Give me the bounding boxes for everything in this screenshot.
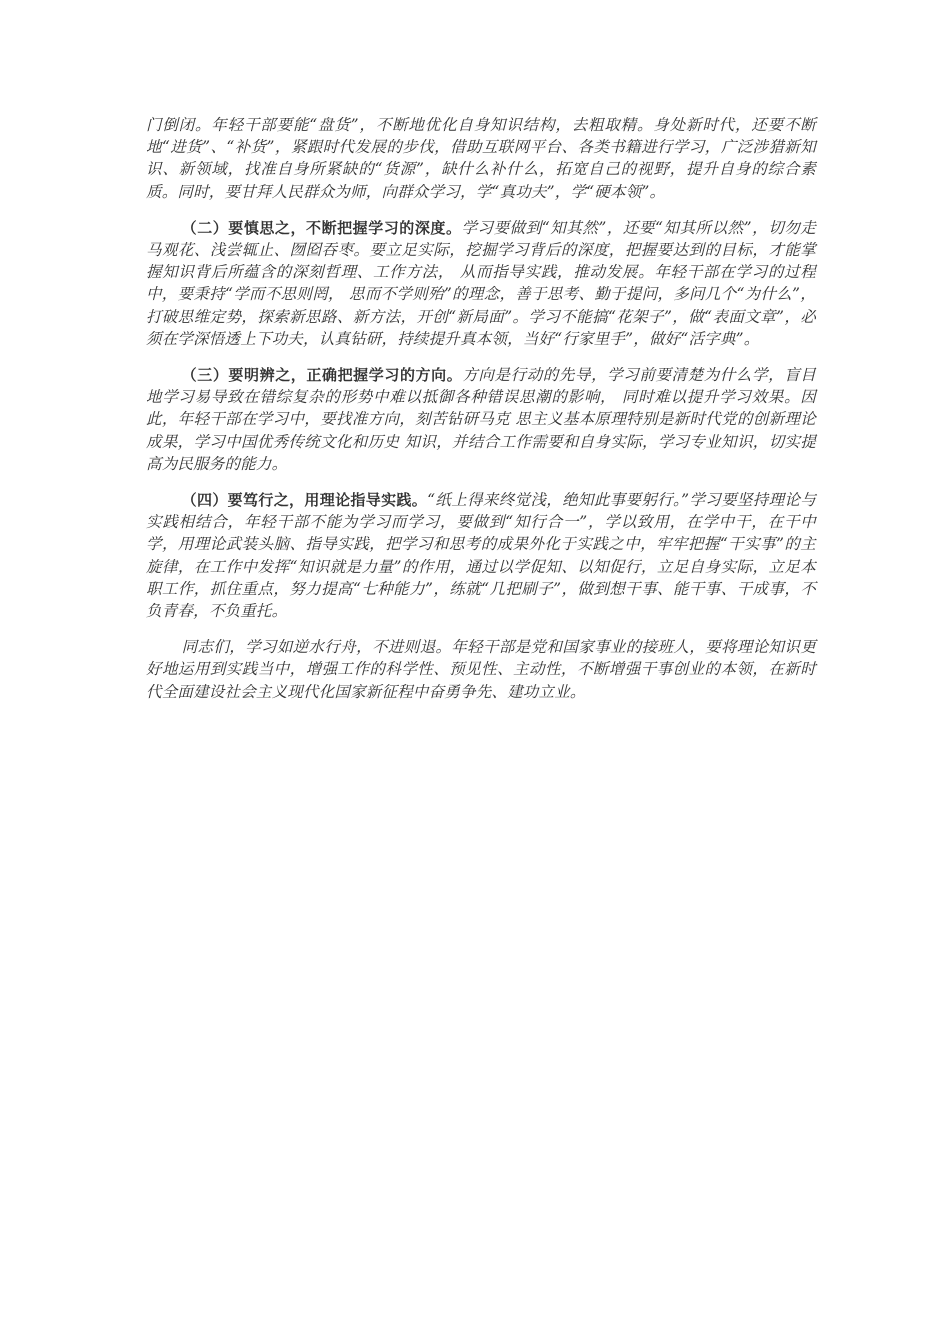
- paragraph-conclusion: [146, 636, 816, 703]
- paragraph-body: 同志们，学习如逆水行舟，不进则退。年轻干部是党和国家事业的接班人，要将理论知识更好地运用到实践当中，增强工作的科学性、预见性、主动性，不断增强干事创业的本领，在新时代全面建设社会主义现代化国家新征程中奋勇争先、建功立业。: [146, 638, 816, 701]
- paragraph-body: 学习要做到“知其然”，还要“知其所以然”，切勿走马观花、浅尝辄止、囫囵吞枣。要立足实际，挖掘学习背后的深度，把握要达到的目标，才能掌握知识背后所蕴含的深刻哲理、工作方法， 从而指导实践，推动发展。年轻干部在学习的过程中，要秉持“学而不思则罔， 思而不学则殆”的理念，善于思考、勤于提问，多问几个“为什么”，打破思维定势，探索新思路、新方法，开创“新局面”。学习不能搞“花架子”，做“表面文章”，必须在学深悟透上下功夫，认真钻研，持续提升真本领，当好“行家里手”，做好“活字典”。: [146, 218, 816, 348]
- paragraph-body: 门倒闭。年轻干部要能“盘货”，不断地优化自身知识结构，去粗取精。身处新时代，还要不断地“进货”、“补货”，紧跟时代发展的步伐，借助互联网平台、各类书籍进行学习，广泛涉猎新知识、新领域，找准自身所紧缺的“货源”，缺什么补什么，拓宽自己的视野，提升自身的综合素质。同时，要甘拜人民群众为师，向群众学习，学“真功夫”，学“硬本领”。: [146, 116, 816, 201]
- paragraph-body: “纸上得来终觉浅，绝知此事要躬行。”学习要坚持理论与实践相结合，年轻干部不能为学习而学习，要做到“知行合一”，学以致用，在学中干，在干中学，用理论武装头脑、指导实践，把学习和思考的成果外化于实践之中，牢牢把握“干实事”的主旋律，在工作中发挥“知识就是力量”的作用，通过以学促知、以知促行，立足自身实际，立足本职工作，抓住重点，努力提高“七种能力”，练就“几把刷子”，做到想干事、能干事、干成事，不负青春，不负重托。: [146, 491, 816, 621]
- paragraph-body: 方向是行动的先导，学习前要清楚为什么学，盲目地学习易导致在错综复杂的形势中难以抵御各种错误思潮的影响， 同时难以提升学习效果。因此，年轻干部在学习中，要找准方向，刻苦钻研马克 思主义基本原理特别是新时代党的创新理论成果，学习中国优秀传统文化和历史 知识，并结合工作需要和自身实际，学习专业知识，切实提高为民服务的能力。: [146, 366, 816, 473]
- section-heading: （二）要慎思之，不断把握学习的深度。: [181, 218, 462, 237]
- paragraph-continuation: [146, 114, 816, 203]
- document-page: [146, 114, 816, 717]
- section-heading: （三）要明辨之，正确把握学习的方向。: [181, 366, 463, 385]
- section-heading: （四）要笃行之，用理论指导实践。: [181, 491, 428, 510]
- paragraph-section-three: [146, 364, 816, 475]
- paragraph-section-four: [146, 489, 816, 622]
- paragraph-section-two: [146, 217, 816, 350]
